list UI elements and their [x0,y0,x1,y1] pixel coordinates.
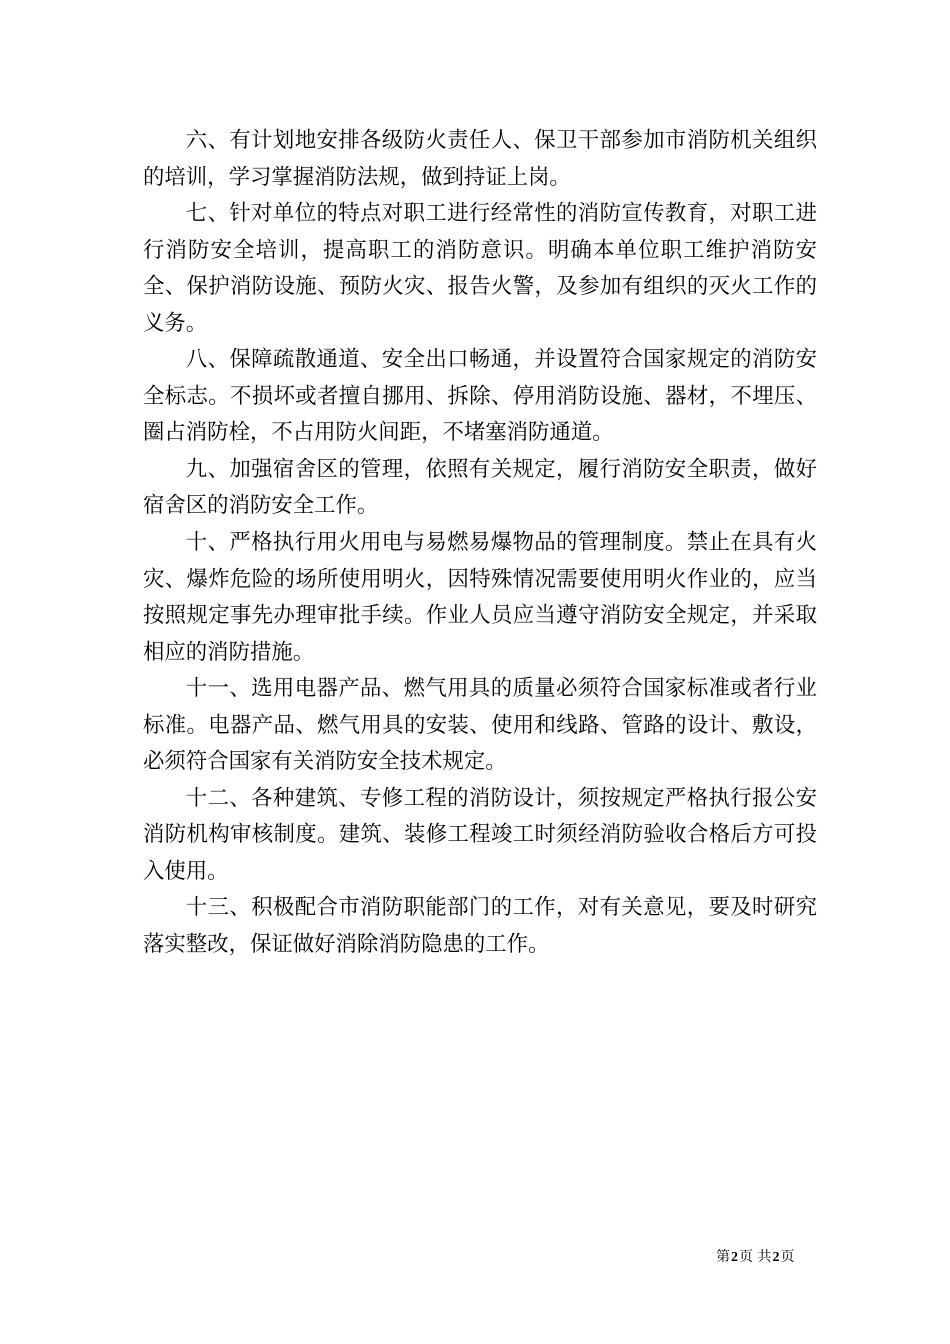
paragraph-item-10: 十、严格执行用火用电与易燃易爆物品的管理制度。禁止在具有火灾、爆炸危险的场所使用明火，因特殊情况需要使用明火作业的，应当按照规定事先办理审批手续。作业人员应当遵守消防安全规定，并采取相应的消防措施。 [143,530,817,665]
footer-middle: 页 共 [739,1249,772,1265]
paragraph-item-13: 十三、积极配合市消防职能部门的工作，对有关意见，要及时研究落实整改，保证做好消除消防隐患的工作。 [143,895,817,958]
paragraph-item-6: 六、有计划地安排各级防火责任人、保卫干部参加市消防机关组织的培训，学习掌握消防法规，做到持证上岗。 [143,128,817,190]
footer-suffix: 页 [780,1249,795,1265]
footer-current-page: 2 [731,1250,738,1265]
footer-total-pages: 2 [772,1250,780,1265]
paragraph-item-9: 九、加强宿舍区的管理，依照有关规定，履行消防安全职责，做好宿舍区的消防安全工作。 [143,456,817,519]
paragraph-item-8: 八、保障疏散通道、安全出口畅通，并设置符合国家规定的消防安全标志。不损坏或者擅自挪用、拆除、停用消防设施、器材，不埋压、圈占消防栓，不占用防火间距，不堵塞消防通道。 [143,347,817,446]
paragraph-item-11: 十一、选用电器产品、燃气用具的质量必须符合国家标准或者行业标准。电器产品、燃气用具的安装、使用和线路、管路的设计、敷设，必须符合国家有关消防安全技术规定。 [143,676,817,775]
page-footer [716,1248,794,1267]
paragraph-item-12: 十二、各种建筑、专修工程的消防设计，须按规定严格执行报公安消防机构审核制度。建筑、装修工程竣工时须经消防验收合格后方可投入使用。 [143,785,817,884]
footer-prefix: 第 [716,1249,730,1265]
paragraph-item-7: 七、针对单位的特点对职工进行经常性的消防宣传教育，对职工进行消防安全培训，提高职工的消防意识。明确本单位职工维护消防安全、保护消防设施、预防火灾、报告火警，及参加有组织的灭火工作的义务。 [143,201,817,336]
document-body [143,123,817,964]
